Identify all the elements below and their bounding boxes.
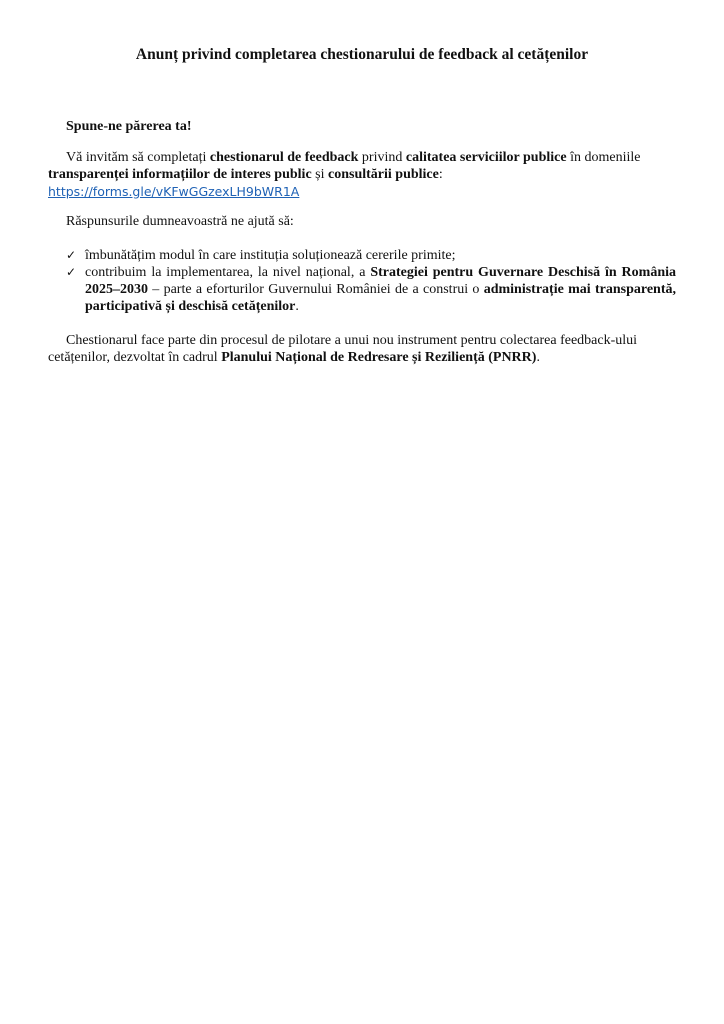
text-segment: Vă invităm să completați [66, 150, 210, 165]
form-link[interactable]: https://forms.gle/vKFwGGzexLH9bWR1A [48, 184, 300, 199]
text-segment: – parte a eforturilor Guvernului României de a construi o [148, 282, 484, 297]
text-segment: Chestionarul face parte din procesul de pilotare a unui nou instrument pentru colectarea feedback-ului cetățenilor, dezvoltat în cadrul [48, 333, 638, 365]
bold-segment: transparenței informațiilor de interes public [48, 167, 312, 182]
text-segment: îmbunătățim modul în care instituția soluționează cererile primite; [85, 248, 456, 263]
responses-intro: Răspunsurile dumneavoastră ne ajută să: [66, 214, 294, 229]
text-segment: în domeniile [566, 150, 641, 165]
text-segment: : [438, 167, 443, 182]
checkmark-icon: ✓ [66, 248, 77, 262]
text-segment: . [536, 350, 540, 365]
bold-segment: administrație mai transparentă, participativă și deschisă cetățenilor [85, 282, 676, 314]
text-segment: . [295, 299, 299, 314]
section-heading: Spune-ne părerea ta! [66, 119, 192, 134]
text-segment: privind [358, 150, 406, 165]
bold-segment: Planului Național de Redresare și Reziliență (PNRR) [221, 350, 537, 365]
list-item [66, 264, 676, 315]
benefits-list [66, 247, 676, 315]
document-title: Anunț privind completarea chestionarului de feedback al cetățenilor [135, 46, 589, 63]
checkmark-icon: ✓ [66, 265, 77, 279]
bold-segment: Strategiei pentru Guvernare Deschisă în România 2025–2030 [85, 265, 677, 297]
list-item [66, 247, 676, 264]
bold-segment: consultării publice [328, 167, 439, 182]
bold-segment: chestionarul de feedback [209, 150, 359, 165]
pnrr-paragraph [48, 332, 676, 366]
bold-segment: calitatea serviciilor publice [405, 150, 567, 165]
invitation-paragraph [48, 149, 676, 201]
text-segment: și [311, 167, 328, 182]
text-segment: contribuim la implementarea, la nivel național, a [85, 265, 371, 280]
